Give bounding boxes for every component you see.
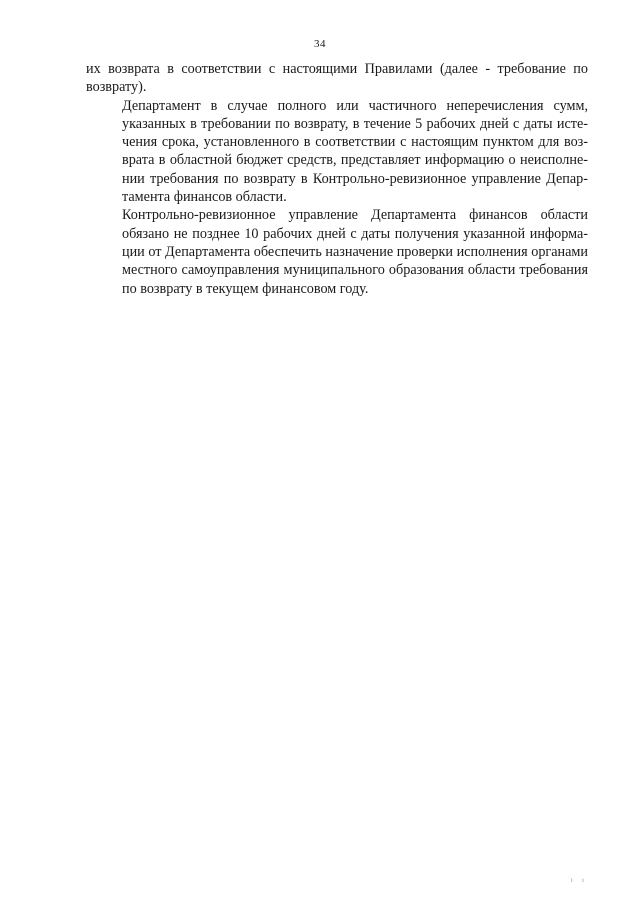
text-line: обязано не позднее 10 рабочих дней с даты получения указанной информа- (122, 225, 588, 242)
text-line: Департамент в случае полного или частичного неперечисления сумм, (122, 97, 588, 114)
page-number: 34 (314, 38, 326, 50)
scan-mark: i i (571, 878, 588, 884)
text-line: местного самоуправления муниципального образования области требования (122, 262, 588, 279)
text-line: ции от Департамента обеспечить назначение проверки исполнения органами (122, 243, 588, 260)
text-line: Контрольно-ревизионное управление Департамента финансов области (122, 207, 588, 224)
text-line: их возврата в соответствии с настоящими Правилами (далее - требование по (86, 61, 588, 77)
text-line: нии требования по возврату в Контрольно-ревизионное управление Депар- (122, 170, 588, 187)
paragraph-3 (86, 206, 588, 297)
text-line: тамента финансов области. (122, 189, 287, 206)
paragraph-1 (86, 60, 588, 97)
document-body (86, 60, 588, 298)
text-line: указанных в требовании по возврату, в течение 5 рабочих дней с даты исте- (122, 115, 588, 132)
text-line: по возврату в текущем финансовом году. (122, 280, 369, 297)
text-line: чения срока, установленного в соответствии с настоящим пунктом для воз- (122, 134, 588, 151)
text-line: врата в областной бюджет средств, представляет информацию о неисполне- (122, 152, 588, 169)
paragraph-2 (86, 97, 588, 207)
text-line: возврату). (86, 79, 147, 96)
